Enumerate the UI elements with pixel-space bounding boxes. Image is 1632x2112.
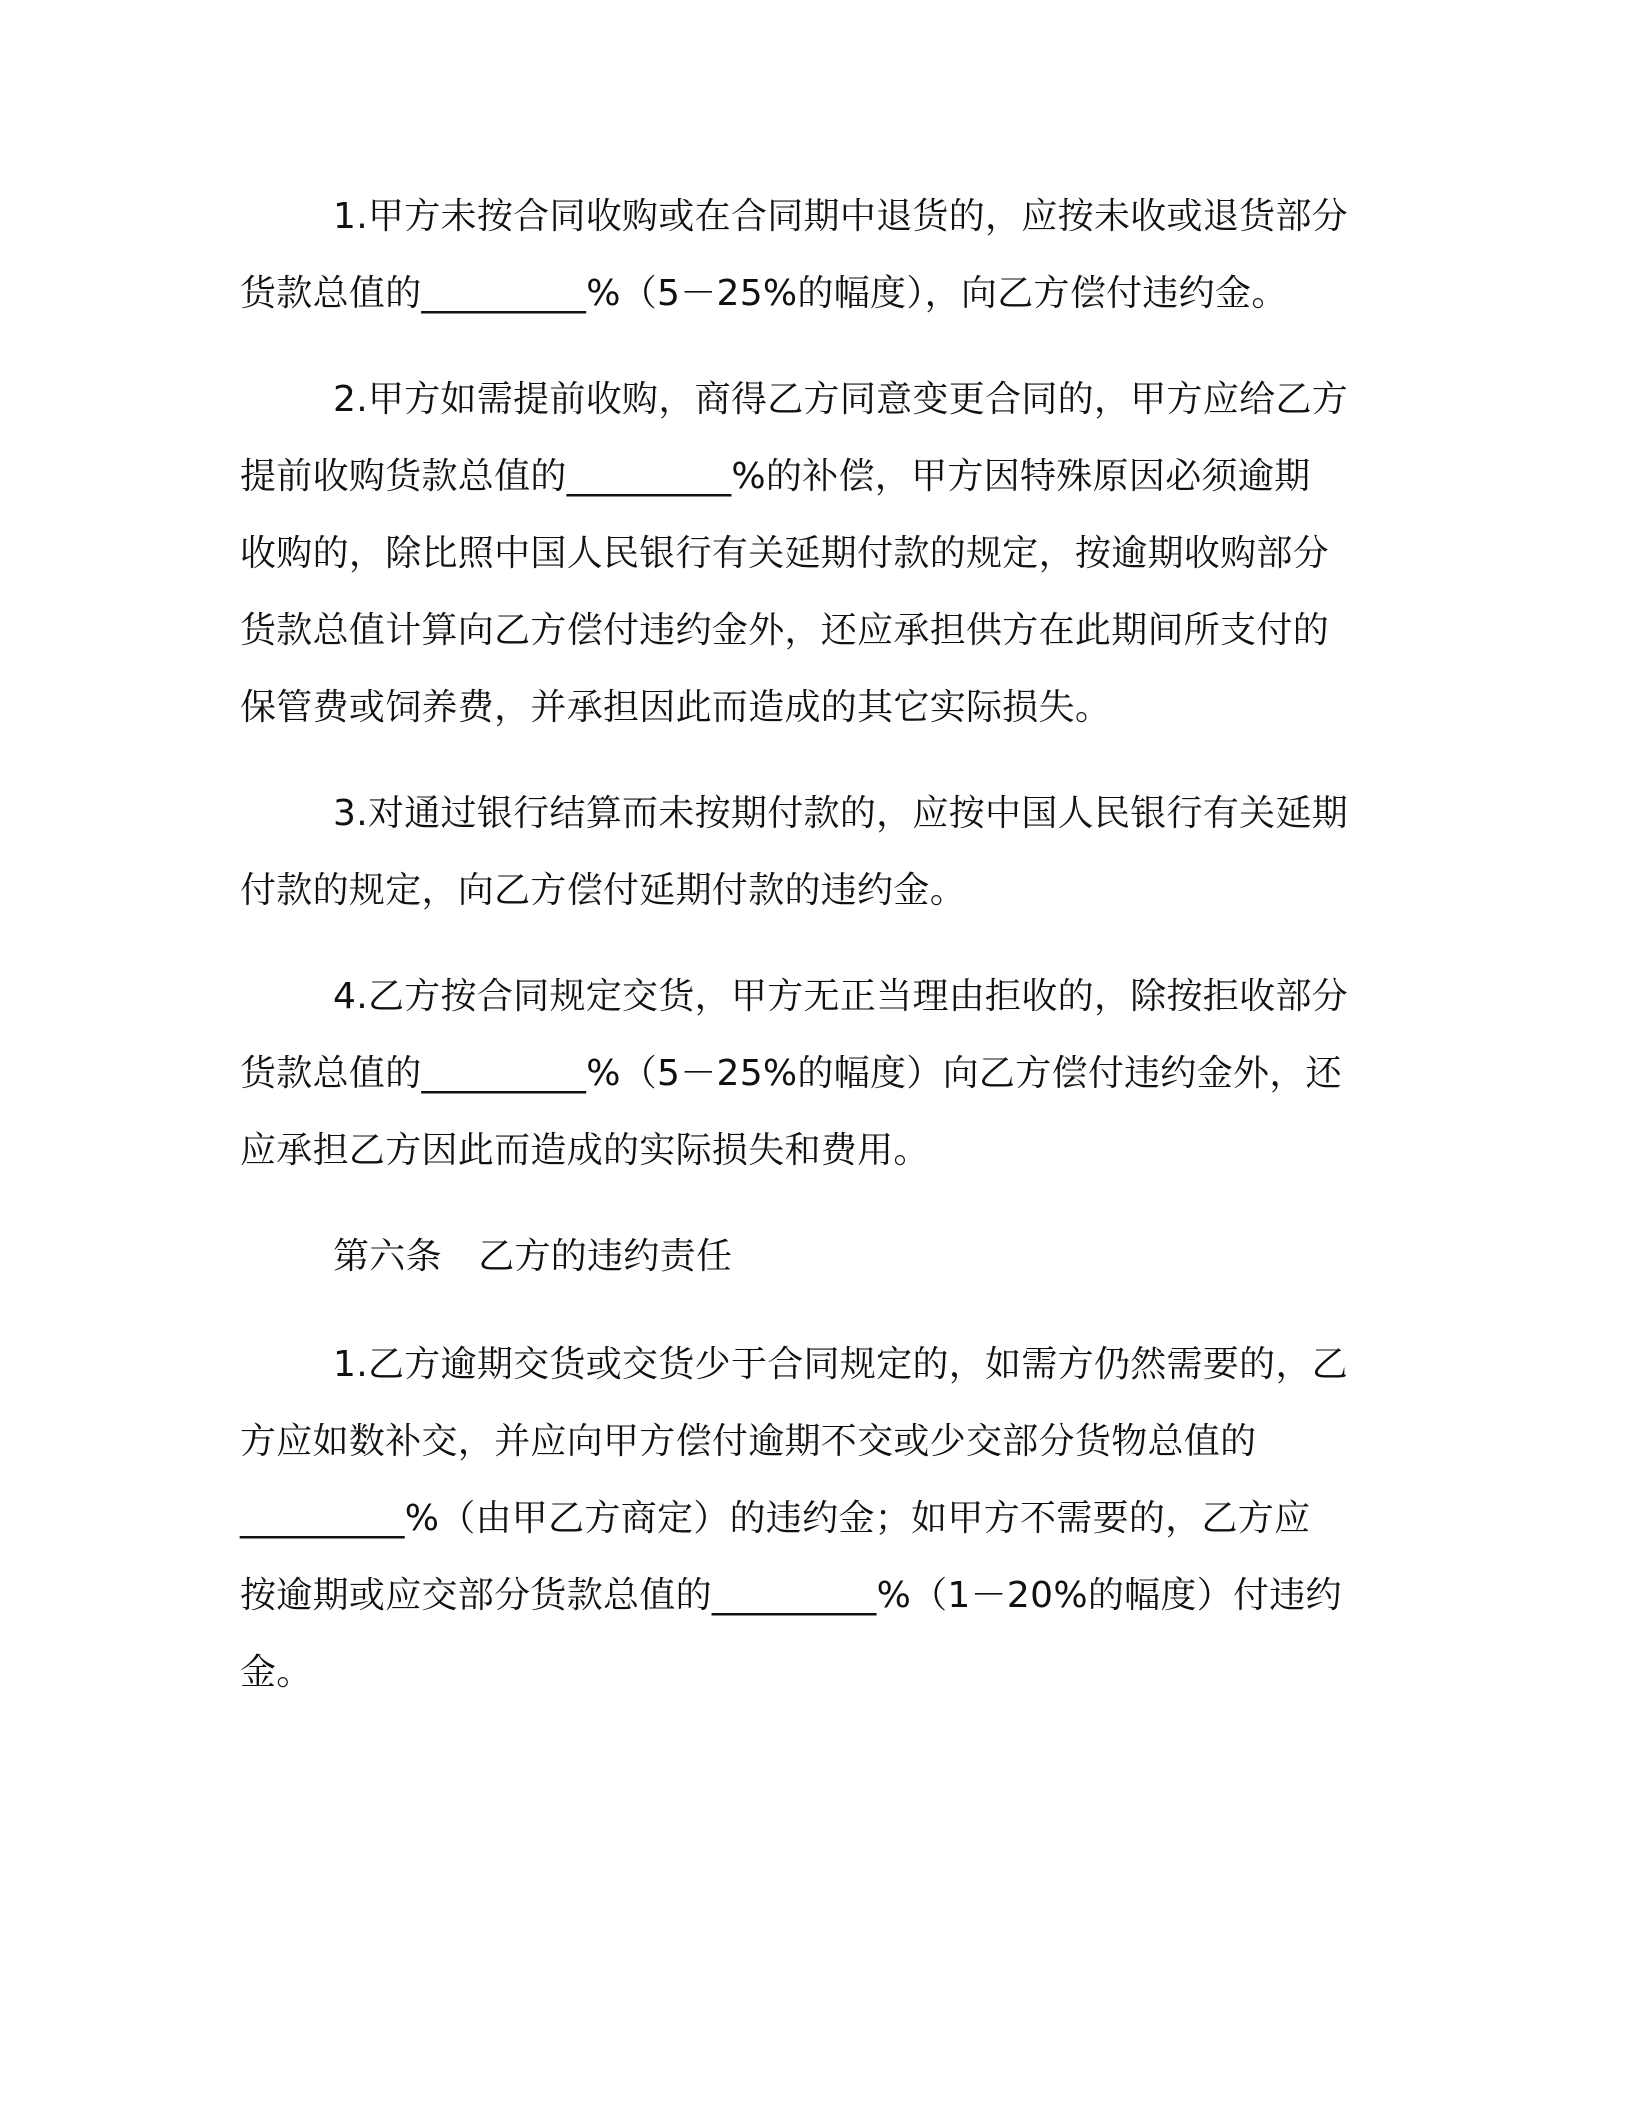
text-line: 提前收购货款总值的_________%的补偿，甲方因特殊原因必须逾期 bbox=[240, 456, 1311, 497]
paragraph-3 bbox=[240, 775, 1390, 929]
text-line: 4.乙方按合同规定交货，甲方无正当理由拒收的，除按拒收部分 bbox=[333, 976, 1349, 1017]
section-heading bbox=[240, 1218, 1390, 1295]
text-line: 保管费或饲养费，并承担因此而造成的其它实际损失。 bbox=[240, 687, 1112, 728]
text-line: 付款的规定，向乙方偿付延期付款的违约金。 bbox=[240, 870, 967, 911]
paragraph-1 bbox=[240, 178, 1390, 332]
text-line: 2.甲方如需提前收购，商得乙方同意变更合同的，甲方应给乙方 bbox=[333, 379, 1349, 420]
paragraph-2 bbox=[240, 361, 1390, 746]
text-line: 货款总值的_________%（5－25%的幅度）向乙方偿付违约金外，还 bbox=[240, 1053, 1342, 1094]
text-line: 3.对通过银行结算而未按期付款的，应按中国人民银行有关延期 bbox=[333, 793, 1349, 834]
section-heading-text: 第六条 乙方的违约责任 bbox=[333, 1236, 733, 1277]
text-line: 1.乙方逾期交货或交货少于合同规定的，如需方仍然需要的，乙 bbox=[333, 1344, 1349, 1385]
text-line: 收购的，除比照中国人民银行有关延期付款的规定，按逾期收购部分 bbox=[240, 533, 1330, 574]
text-line: 金。 bbox=[240, 1652, 313, 1693]
paragraph-4 bbox=[240, 958, 1390, 1189]
text-line: 按逾期或应交部分货款总值的_________%（1－20%的幅度）付违约 bbox=[240, 1575, 1342, 1616]
text-line: 应承担乙方因此而造成的实际损失和费用。 bbox=[240, 1130, 930, 1171]
text-line: 货款总值计算向乙方偿付违约金外，还应承担供方在此期间所支付的 bbox=[240, 610, 1330, 651]
text-line: 方应如数补交，并应向甲方偿付逾期不交或少交部分货物总值的 bbox=[240, 1421, 1257, 1462]
document-body bbox=[240, 178, 1390, 1740]
text-line: _________%（由甲乙方商定）的违约金；如甲方不需要的，乙方应 bbox=[240, 1498, 1311, 1539]
text-line: 货款总值的_________%（5－25%的幅度），向乙方偿付违约金。 bbox=[240, 273, 1288, 314]
text-line: 1.甲方未按合同收购或在合同期中退货的，应按未收或退货部分 bbox=[333, 196, 1349, 237]
paragraph-6 bbox=[240, 1326, 1390, 1711]
